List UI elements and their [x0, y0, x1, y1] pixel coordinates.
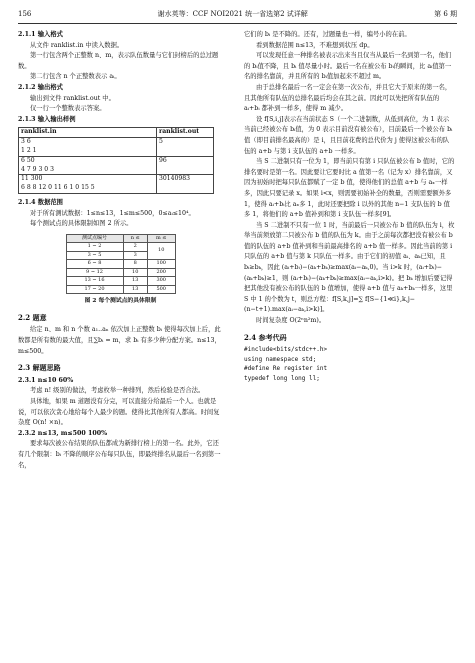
table-row: 6 50 4 7 9 3 0 3 96 — [19, 156, 214, 175]
limits-table: 测试点编号 n ≤ m ≤ 1 ~ 2 2 10 3 ~ 5 3 6 ~ 8 8 100 9 ~ 12 10 200 13 ~ 16 13 300 17 ~ 20 13 500 — [66, 234, 176, 295]
table-row: 17 ~ 20 13 500 — [66, 285, 175, 294]
table-row: 11 300 6 8 8 12 0 11 6 1 0 15 5 30140983 — [19, 175, 214, 194]
paragraph: 具体地，如果 m 道题没有分完，可以直接分给最后一个人。也就是说，可以依次贪心地给每个人最少的题。使得比其他所有人都高。时间复杂度 O(n! ×n)。 — [18, 397, 220, 427]
figure-caption: 图 2 每个测试点的具体限制 — [84, 298, 157, 305]
page-header — [18, 7, 457, 21]
paragraph: 要求每次被公布结果的队伍都成为新排行榜上的第一名。此外，它还有几个限制：bᵢ 不降的顺序公布每只队伍，即最终排名从最后一名到第一名， — [18, 440, 221, 469]
heading-subtask-2: 2.3.2 n≤13, m≤500 100% — [18, 429, 108, 437]
paragraph: 输出到文件 ranklist.out 中。 — [30, 94, 115, 102]
issue-label: 第 6 期 — [434, 10, 457, 18]
table-header-out: ranklist.out — [157, 128, 214, 138]
heading-input-format: 2.1.1 输入格式 — [18, 31, 63, 38]
paragraph: 第一行包含两个正整数 n、m，表示队伍数量与它们封榜后的总过题数。 — [18, 52, 219, 70]
code-line: typedef long long ll; — [244, 375, 320, 382]
right-column — [244, 30, 455, 384]
paragraph: 仅一行一个整数表示答案。 — [30, 105, 106, 113]
table-row: 6 ~ 8 8 100 — [66, 260, 175, 269]
paragraph: 由于总排名最后一名一定会在第一次公布，并且它大于原来的第一名，且其他所有队伍的总排名最后均会在其之前。因此可以先把所有队伍的 aᵢ+bᵢ 都补到一样多，使得 m 减少。 — [244, 83, 452, 113]
code-line: #include<bits/stdc++.h> — [244, 346, 328, 354]
table-row: 3 ~ 5 3 — [66, 251, 175, 260]
paragraph: 看到数据范围 n≤13，不难想到状压 dp。 — [256, 41, 374, 49]
running-title: 谢水英等：CCF NOI2021 统一省选第2 试详解 — [157, 10, 308, 18]
paragraph: 给定 n、m 和 n 个数 a₁..aₙ 依次加上正整数 bᵢ 使得每次加上后，此数都是所有数的最大值，且∑bᵢ = m，求 bᵢ 有多少种分配方案。n≤13，m≤500。 — [18, 326, 221, 355]
paragraph: 当 S 二进制不只有一位 1 时，当前最后一只被公布 b 值的队伍为 i，枚举当前须放第二只被公布 b 值的队伍为 k。由于之前每次都把没有被公布 b 值的队伍的 a+b 值补到和当前最高排名的 a+b 值一样多。因此当前的第 i 只队伍的 a+b 值与第 k 只队伍一样多。由于它们的初值 aᵢ、aₖ已知，且 bᵢ≥bₖ，因此 (aᵢ+bᵢ)−(aₖ+bₖ)≥max(aᵢ−aₖ,0)。当 i>k 时，(aᵢ+bᵢ)−(aₖ+bₖ)≥1，则 (aᵢ+bᵢ)−(aₖ+bₖ)≥max(aᵢ−aₖ,i>k)。把 bₖ 增加后要记得把其他没有被公布的队伍的 b 值增加，使得 a+b 值与 aₖ+bₖ一样多，这里 S 中 1 的个数为 t，则总方程：f[S,k,j]=∑ f[S−{1≪i},k,j−(n−t+1).max(aᵢ−aₖ,i>k)]。 — [244, 221, 455, 314]
figure-2 — [66, 234, 176, 295]
table-row: 1 ~ 2 2 10 — [66, 243, 175, 252]
paragraph: 每个测试点的具体限制如图 2 所示。 — [30, 220, 133, 228]
paragraph: 从文件 ranklist.in 中读入数据。 — [30, 41, 124, 49]
heading-io-samples: 2.1.3 输入输出样例 — [18, 115, 76, 123]
code-line: #define Re register int — [244, 365, 328, 373]
paragraph: 第二行包含 n 个正整数表示 aᵢ。 — [30, 73, 121, 81]
paragraph: 考虑 n! 级别的做法，考虑枚举一种排列，然后检验是否合法。 — [30, 387, 205, 395]
paragraph: 当 S 二进制只有一位为 1，即当前只有第 i 只队伍被公布 b 值时，它的排名要时是第一名。因此要让它要时比 a 值第一名（记为 x）排名靠前，又因为初始时把每只队伍都赋了一定 b 值，使得他们的总值 a+b 与 aₓ一样多，因此只要记录 x。如果 i<x，则需要初始补全的数量，否则需要额外多 1，使得 aᵢ+bᵢ比 aₓ多 1，此时还要把除 i 以外的其他 n−1 支队伍的 b 值多 1，将他们的 a+b 值补到和第 i 支队伍一样多[9]。 — [244, 158, 455, 219]
paragraph: 对于所有测试数据：1≤n≤13，1≤m≤500，0≤aᵢ≤10⁴。 — [30, 209, 195, 217]
code-block — [244, 345, 455, 383]
paragraph: 它们的 bᵢ 是不降的。还有，过题量也一样，编号小的在前。 — [244, 31, 411, 38]
sample-io-table — [18, 127, 214, 194]
table-row: 3 6 1 2 1 5 — [19, 138, 214, 157]
code-line: using namespace std; — [244, 355, 317, 363]
heading-reference-code: 2.4 参考代码 — [244, 332, 287, 342]
table-row: 9 ~ 12 10 200 — [66, 268, 175, 277]
heading-problem-meaning: 2.2 题意 — [18, 312, 47, 322]
table-row: 13 ~ 16 13 300 — [66, 277, 175, 286]
header-rule — [18, 23, 457, 24]
paragraph: 设 f[S,i,j]表示在当前状态 S（一个二进制数，从低到高位，为 1 表示当前已经被公布 bᵢ值，为 0 表示目前没有被公布），目前最后一个被公布 bᵢ 值（即目前排名最高的）是 i，且目前花费的总代价为 j 使得这被公布的队伍的 a+b 与第 i 支队伍的 a+b 一样多。 — [244, 115, 453, 155]
page-number: 156 — [18, 10, 32, 18]
table-header-in: ranklist.in — [19, 128, 157, 138]
heading-subtask-1: 2.3.1 n≤10 60% — [18, 376, 74, 384]
heading-output-format: 2.1.2 输出格式 — [18, 83, 63, 91]
heading-solution: 2.3 解题思路 — [18, 363, 61, 373]
left-column — [18, 30, 223, 471]
heading-data-range: 2.1.4 数据范围 — [18, 198, 63, 206]
paragraph: 可以发现任意一种排名被表示出来当且仅当从最后一名到第一名，他们的 bᵢ值不降，且 bᵢ 值尽量小时。最后一名在被公布 bᵢ的瞬间，比 aᵢ值第一名的排名靠前，并且所有的 bᵢ值加起来不超过 m。 — [244, 52, 452, 81]
paragraph: 时间复杂度 O(2ⁿn²m)。 — [256, 317, 326, 325]
